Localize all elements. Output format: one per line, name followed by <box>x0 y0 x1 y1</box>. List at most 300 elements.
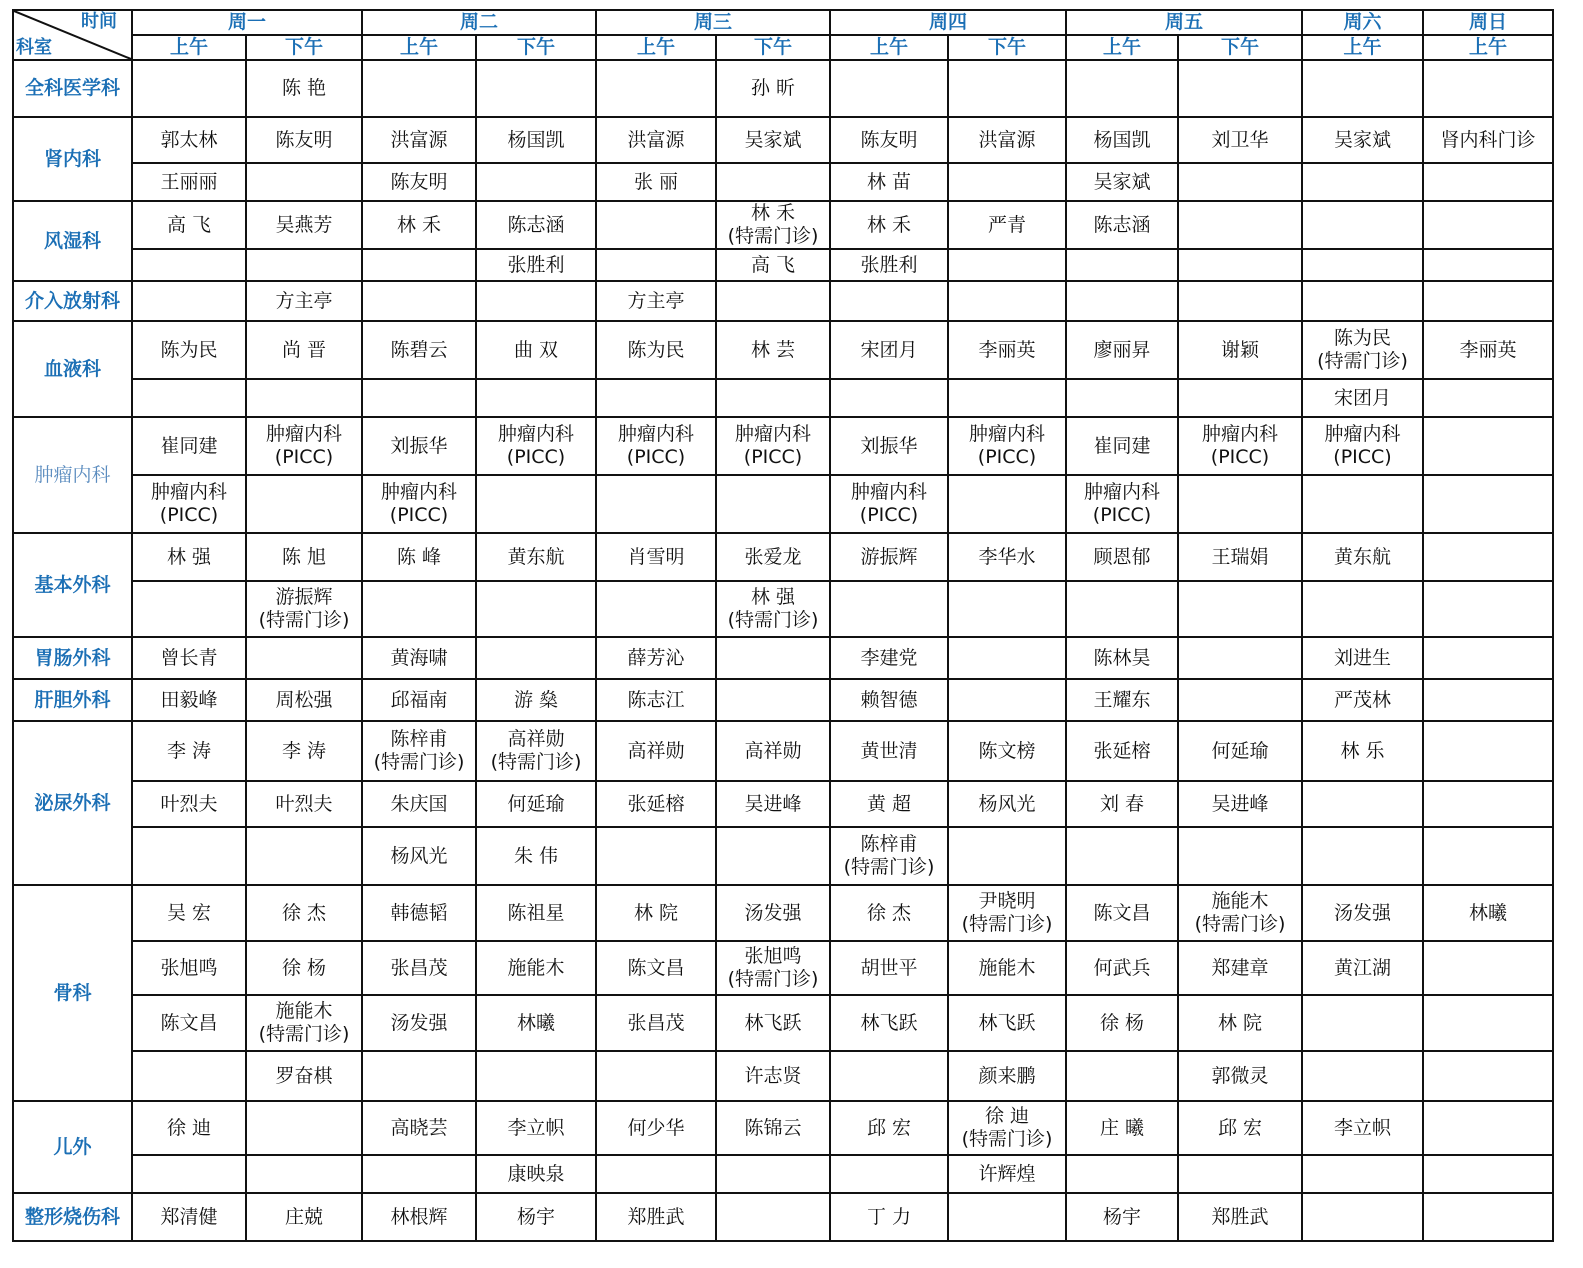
cell-line: 肿瘤内科 <box>1083 481 1160 503</box>
schedule-cell <box>830 475 948 533</box>
schedule-cell <box>1066 581 1178 637</box>
schedule-cell: 刘进生 <box>1302 637 1423 679</box>
schedule-cell: 高祥勋 <box>596 721 716 781</box>
schedule-row <box>13 321 1553 379</box>
schedule-cell: 邱 宏 <box>830 1101 948 1155</box>
schedule-cell: 吴进峰 <box>1178 781 1302 827</box>
schedule-cell <box>362 721 476 781</box>
header-day-row <box>13 10 1553 35</box>
schedule-cell: 杨宇 <box>476 1193 596 1241</box>
cell-note: (PICC) <box>626 446 686 468</box>
schedule-cell: 陈为民 <box>132 321 246 379</box>
schedule-cell <box>362 475 476 533</box>
schedule-cell: 黄 超 <box>830 781 948 827</box>
department-name: 血液科 <box>13 321 132 417</box>
schedule-cell <box>362 281 476 321</box>
schedule-cell: 张爱龙 <box>716 533 830 581</box>
schedule-cell: 黄东航 <box>476 533 596 581</box>
cell-note: (特需门诊) <box>961 913 1053 935</box>
schedule-cell: 陈志涵 <box>1066 201 1178 249</box>
schedule-cell <box>476 475 596 533</box>
cell-line: 高祥勋 <box>507 728 565 750</box>
schedule-cell <box>1423 379 1553 417</box>
schedule-cell: 田毅峰 <box>132 679 246 721</box>
schedule-cell <box>476 163 596 201</box>
schedule-cell <box>1423 581 1553 637</box>
schedule-row <box>13 941 1553 995</box>
schedule-cell: 高 飞 <box>716 249 830 281</box>
schedule-cell <box>948 637 1066 679</box>
half-day-header: 上午 <box>1066 35 1178 60</box>
schedule-cell <box>716 637 830 679</box>
schedule-cell: 邱 宏 <box>1178 1101 1302 1155</box>
schedule-row <box>13 1155 1553 1193</box>
schedule-cell: 陈祖星 <box>476 885 596 941</box>
schedule-cell: 张胜利 <box>476 249 596 281</box>
schedule-cell <box>1302 995 1423 1051</box>
schedule-cell: 严青 <box>948 201 1066 249</box>
schedule-cell <box>948 281 1066 321</box>
schedule-cell <box>1178 581 1302 637</box>
schedule-cell: 林 芸 <box>716 321 830 379</box>
schedule-cell: 韩德韬 <box>362 885 476 941</box>
schedule-cell: 李丽英 <box>948 321 1066 379</box>
schedule-cell: 许志贤 <box>716 1051 830 1101</box>
schedule-cell <box>246 827 362 885</box>
schedule-cell: 林飞跃 <box>716 995 830 1051</box>
schedule-cell: 陈文昌 <box>596 941 716 995</box>
schedule-cell <box>1178 885 1302 941</box>
schedule-cell: 何少华 <box>596 1101 716 1155</box>
schedule-cell <box>362 379 476 417</box>
schedule-cell <box>1302 1051 1423 1101</box>
schedule-cell <box>132 1155 246 1193</box>
department-name: 肾内科 <box>13 117 132 201</box>
schedule-cell: 林 禾 <box>830 201 948 249</box>
schedule-cell <box>1178 249 1302 281</box>
schedule-cell <box>132 827 246 885</box>
schedule-cell <box>948 679 1066 721</box>
schedule-row <box>13 475 1553 533</box>
schedule-row <box>13 637 1553 679</box>
cell-note: (PICC) <box>159 504 219 526</box>
cell-line: 游振辉 <box>275 586 333 608</box>
schedule-cell: 杨风光 <box>362 827 476 885</box>
schedule-cell: 徐 杨 <box>246 941 362 995</box>
schedule-cell <box>246 249 362 281</box>
schedule-cell: 李立帜 <box>1302 1101 1423 1155</box>
cell-line: 肿瘤内科 <box>850 481 927 503</box>
schedule-cell: 何武兵 <box>1066 941 1178 995</box>
schedule-cell: 张昌茂 <box>362 941 476 995</box>
schedule-cell: 张延榕 <box>596 781 716 827</box>
department-name: 儿外 <box>13 1101 132 1193</box>
schedule-row <box>13 885 1553 941</box>
schedule-cell <box>246 1101 362 1155</box>
schedule-cell: 李丽英 <box>1423 321 1553 379</box>
schedule-cell: 方主亭 <box>596 281 716 321</box>
schedule-cell <box>476 60 596 117</box>
schedule-cell <box>948 417 1066 475</box>
schedule-cell: 杨国凯 <box>1066 117 1178 163</box>
schedule-cell: 朱庆国 <box>362 781 476 827</box>
schedule-cell: 郭太林 <box>132 117 246 163</box>
schedule-cell: 朱 伟 <box>476 827 596 885</box>
schedule-row <box>13 679 1553 721</box>
schedule-cell <box>1066 379 1178 417</box>
schedule-cell: 谢颖 <box>1178 321 1302 379</box>
day-header: 周日 <box>1423 10 1553 35</box>
schedule-cell: 洪富源 <box>948 117 1066 163</box>
schedule-cell <box>476 417 596 475</box>
schedule-cell <box>246 995 362 1051</box>
schedule-cell: 孙 昕 <box>716 60 830 117</box>
schedule-cell <box>830 827 948 885</box>
schedule-cell <box>830 379 948 417</box>
schedule-cell: 郑胜武 <box>596 1193 716 1241</box>
schedule-row <box>13 117 1553 163</box>
schedule-cell: 康映泉 <box>476 1155 596 1193</box>
schedule-cell <box>132 281 246 321</box>
cell-line: 肿瘤内科 <box>150 481 227 503</box>
cell-line: 施能木 <box>1211 890 1269 912</box>
schedule-cell: 林 强 <box>132 533 246 581</box>
schedule-row <box>13 379 1553 417</box>
schedule-row <box>13 721 1553 781</box>
schedule-cell <box>1302 249 1423 281</box>
schedule-cell: 何延瑜 <box>1178 721 1302 781</box>
cell-note: (特需门诊) <box>258 609 350 631</box>
schedule-cell <box>1302 163 1423 201</box>
schedule-cell: 吴家斌 <box>1302 117 1423 163</box>
schedule-row <box>13 417 1553 475</box>
schedule-cell: 罗奋棋 <box>246 1051 362 1101</box>
schedule-cell: 黄世清 <box>830 721 948 781</box>
department-name: 肝胆外科 <box>13 679 132 721</box>
schedule-row <box>13 827 1553 885</box>
schedule-cell <box>1423 679 1553 721</box>
schedule-cell: 林根辉 <box>362 1193 476 1241</box>
half-day-header: 下午 <box>1178 35 1302 60</box>
schedule-cell <box>830 581 948 637</box>
schedule-cell <box>362 1051 476 1101</box>
schedule-cell <box>132 1051 246 1101</box>
schedule-cell <box>716 1155 830 1193</box>
schedule-cell: 吴 宏 <box>132 885 246 941</box>
schedule-cell: 颜来鹏 <box>948 1051 1066 1101</box>
cell-note: (特需门诊) <box>1317 350 1408 372</box>
schedule-cell: 李 涛 <box>246 721 362 781</box>
schedule-row <box>13 1193 1553 1241</box>
schedule-cell: 尚 晋 <box>246 321 362 379</box>
schedule-cell: 刘振华 <box>830 417 948 475</box>
half-day-header: 上午 <box>362 35 476 60</box>
half-day-header: 下午 <box>716 35 830 60</box>
schedule-cell: 林 乐 <box>1302 721 1423 781</box>
half-day-header: 下午 <box>476 35 596 60</box>
schedule-cell <box>830 1051 948 1101</box>
outpatient-schedule-table <box>12 9 1554 1242</box>
schedule-cell <box>596 201 716 249</box>
department-name: 风湿科 <box>13 201 132 281</box>
schedule-cell <box>1178 201 1302 249</box>
cell-line: 肿瘤内科 <box>617 423 694 445</box>
department-name: 肿瘤内科 <box>13 417 132 533</box>
half-day-header: 上午 <box>596 35 716 60</box>
day-header: 周一 <box>132 10 362 35</box>
schedule-cell <box>716 201 830 249</box>
schedule-cell: 吴家斌 <box>716 117 830 163</box>
half-day-header: 上午 <box>1423 35 1553 60</box>
schedule-cell: 刘卫华 <box>1178 117 1302 163</box>
schedule-cell: 陈为民 <box>596 321 716 379</box>
schedule-cell: 吴家斌 <box>1066 163 1178 201</box>
schedule-cell: 丁 力 <box>830 1193 948 1241</box>
schedule-cell <box>1423 1051 1553 1101</box>
schedule-row <box>13 281 1553 321</box>
schedule-cell <box>1302 827 1423 885</box>
schedule-cell <box>132 60 246 117</box>
schedule-cell: 严茂林 <box>1302 679 1423 721</box>
schedule-cell: 陈志江 <box>596 679 716 721</box>
day-header: 周五 <box>1066 10 1302 35</box>
department-name: 泌尿外科 <box>13 721 132 885</box>
schedule-cell <box>246 581 362 637</box>
schedule-cell <box>948 827 1066 885</box>
cell-note: (PICC) <box>1210 446 1270 468</box>
schedule-cell <box>716 281 830 321</box>
cell-line: 肿瘤内科 <box>734 423 811 445</box>
schedule-row <box>13 781 1553 827</box>
schedule-cell <box>1423 1193 1553 1241</box>
schedule-cell <box>1302 1193 1423 1241</box>
schedule-cell: 陈碧云 <box>362 321 476 379</box>
schedule-cell: 陈林昊 <box>1066 637 1178 679</box>
schedule-cell <box>1423 249 1553 281</box>
schedule-cell <box>132 581 246 637</box>
schedule-cell <box>1302 417 1423 475</box>
schedule-cell: 肾内科门诊 <box>1423 117 1553 163</box>
schedule-cell <box>596 249 716 281</box>
schedule-cell <box>1302 201 1423 249</box>
schedule-cell <box>948 1193 1066 1241</box>
cell-line: 陈梓甫 <box>860 833 918 855</box>
schedule-cell: 张昌茂 <box>596 995 716 1051</box>
schedule-cell <box>1178 163 1302 201</box>
department-name: 介入放射科 <box>13 281 132 321</box>
cell-line: 肿瘤内科 <box>380 481 457 503</box>
cell-note: (PICC) <box>1333 446 1392 468</box>
schedule-cell: 刘振华 <box>362 417 476 475</box>
schedule-cell <box>1423 417 1553 475</box>
cell-line: 肿瘤内科 <box>1201 423 1278 445</box>
corner-dept-label: 科室 <box>16 37 52 58</box>
schedule-cell <box>1178 475 1302 533</box>
schedule-cell <box>596 60 716 117</box>
schedule-cell <box>1178 281 1302 321</box>
schedule-cell <box>948 379 1066 417</box>
schedule-cell <box>1302 60 1423 117</box>
cell-line: 肿瘤内科 <box>1324 423 1401 445</box>
schedule-row <box>13 163 1553 201</box>
day-header: 周四 <box>830 10 1066 35</box>
schedule-cell <box>1423 781 1553 827</box>
schedule-cell: 游振辉 <box>830 533 948 581</box>
schedule-cell <box>716 475 830 533</box>
schedule-cell: 吴燕芳 <box>246 201 362 249</box>
schedule-cell <box>716 417 830 475</box>
cell-line: 徐 迪 <box>984 1105 1030 1127</box>
schedule-cell: 张延榕 <box>1066 721 1178 781</box>
schedule-cell <box>1066 1155 1178 1193</box>
department-name: 全科医学科 <box>13 60 132 117</box>
schedule-cell: 林 院 <box>1178 995 1302 1051</box>
schedule-cell: 郭微灵 <box>1178 1051 1302 1101</box>
schedule-cell: 黄东航 <box>1302 533 1423 581</box>
schedule-cell <box>830 1155 948 1193</box>
schedule-cell <box>246 637 362 679</box>
corner-header <box>13 10 132 60</box>
schedule-cell: 徐 杨 <box>1066 995 1178 1051</box>
department-name: 骨科 <box>13 885 132 1101</box>
schedule-cell: 王耀东 <box>1066 679 1178 721</box>
schedule-cell <box>362 249 476 281</box>
schedule-cell <box>1423 1101 1553 1155</box>
schedule-cell: 陈友明 <box>246 117 362 163</box>
schedule-cell: 庄 曦 <box>1066 1101 1178 1155</box>
schedule-cell <box>1178 60 1302 117</box>
schedule-cell <box>246 475 362 533</box>
schedule-row <box>13 581 1553 637</box>
schedule-cell <box>596 1051 716 1101</box>
schedule-cell: 高 飞 <box>132 201 246 249</box>
day-header: 周三 <box>596 10 830 35</box>
schedule-cell: 高祥勋 <box>716 721 830 781</box>
schedule-cell <box>246 417 362 475</box>
schedule-cell: 施能木 <box>476 941 596 995</box>
schedule-cell: 陈文昌 <box>1066 885 1178 941</box>
schedule-cell: 顾恩郁 <box>1066 533 1178 581</box>
department-name: 整形烧伤科 <box>13 1193 132 1241</box>
schedule-row <box>13 249 1553 281</box>
schedule-cell <box>1423 721 1553 781</box>
schedule-cell <box>830 60 948 117</box>
schedule-cell <box>1423 533 1553 581</box>
schedule-cell <box>1066 1051 1178 1101</box>
schedule-row <box>13 1101 1553 1155</box>
schedule-cell <box>476 379 596 417</box>
schedule-cell: 徐 迪 <box>132 1101 246 1155</box>
schedule-cell: 叶烈夫 <box>132 781 246 827</box>
schedule-cell: 李立帜 <box>476 1101 596 1155</box>
schedule-cell: 许辉煌 <box>948 1155 1066 1193</box>
schedule-cell: 陈 峰 <box>362 533 476 581</box>
cell-note: (特需门诊) <box>727 609 819 631</box>
schedule-row <box>13 995 1553 1051</box>
schedule-cell <box>948 60 1066 117</box>
schedule-cell <box>1423 637 1553 679</box>
schedule-cell: 林曦 <box>476 995 596 1051</box>
schedule-cell <box>476 581 596 637</box>
schedule-cell <box>1178 379 1302 417</box>
schedule-cell <box>716 679 830 721</box>
half-day-header: 下午 <box>246 35 362 60</box>
schedule-cell: 陈友明 <box>830 117 948 163</box>
schedule-cell <box>948 885 1066 941</box>
schedule-cell: 方主亭 <box>246 281 362 321</box>
schedule-cell <box>1423 475 1553 533</box>
schedule-cell <box>716 941 830 995</box>
schedule-cell <box>1423 60 1553 117</box>
schedule-cell <box>132 475 246 533</box>
schedule-cell: 陈文昌 <box>132 995 246 1051</box>
schedule-cell <box>1302 1155 1423 1193</box>
schedule-cell <box>1302 581 1423 637</box>
schedule-cell <box>1066 60 1178 117</box>
schedule-cell: 陈志涵 <box>476 201 596 249</box>
schedule-cell <box>596 379 716 417</box>
schedule-row <box>13 533 1553 581</box>
department-name: 基本外科 <box>13 533 132 637</box>
schedule-cell <box>948 1101 1066 1155</box>
cell-note: (PICC) <box>859 504 919 526</box>
schedule-cell: 陈友明 <box>362 163 476 201</box>
schedule-cell: 杨宇 <box>1066 1193 1178 1241</box>
schedule-cell: 薛芳沁 <box>596 637 716 679</box>
cell-note: (特需门诊) <box>373 751 465 773</box>
schedule-cell: 李 涛 <box>132 721 246 781</box>
cell-line: 肿瘤内科 <box>497 423 574 445</box>
schedule-cell <box>596 1155 716 1193</box>
schedule-cell <box>716 163 830 201</box>
schedule-cell: 廖丽昇 <box>1066 321 1178 379</box>
schedule-cell <box>1066 827 1178 885</box>
cell-note: (特需门诊) <box>1194 913 1286 935</box>
schedule-cell: 黄海啸 <box>362 637 476 679</box>
cell-line: 林 强 <box>750 586 796 608</box>
schedule-cell: 林 禾 <box>362 201 476 249</box>
schedule-cell <box>1423 281 1553 321</box>
cell-line: 肿瘤内科 <box>968 423 1045 445</box>
schedule-cell: 肖雪明 <box>596 533 716 581</box>
schedule-cell: 王丽丽 <box>132 163 246 201</box>
schedule-cell <box>716 827 830 885</box>
half-day-header: 下午 <box>948 35 1066 60</box>
schedule-cell: 宋团月 <box>830 321 948 379</box>
schedule-cell <box>1423 201 1553 249</box>
day-header: 周六 <box>1302 10 1423 35</box>
schedule-cell <box>948 581 1066 637</box>
cell-note: (特需门诊) <box>727 225 819 247</box>
cell-line: 陈为民 <box>1333 327 1391 349</box>
schedule-cell <box>132 249 246 281</box>
schedule-cell: 李华水 <box>948 533 1066 581</box>
half-day-header: 上午 <box>1302 35 1423 60</box>
schedule-cell <box>830 281 948 321</box>
schedule-cell: 游 燊 <box>476 679 596 721</box>
schedule-cell <box>716 581 830 637</box>
schedule-cell: 汤发强 <box>716 885 830 941</box>
schedule-cell <box>716 379 830 417</box>
schedule-cell <box>1302 281 1423 321</box>
schedule-cell <box>362 581 476 637</box>
schedule-cell <box>948 249 1066 281</box>
schedule-cell: 郑建章 <box>1178 941 1302 995</box>
cell-line: 陈梓甫 <box>390 728 448 750</box>
schedule-cell: 曾长青 <box>132 637 246 679</box>
department-name: 胃肠外科 <box>13 637 132 679</box>
schedule-cell: 林飞跃 <box>948 995 1066 1051</box>
